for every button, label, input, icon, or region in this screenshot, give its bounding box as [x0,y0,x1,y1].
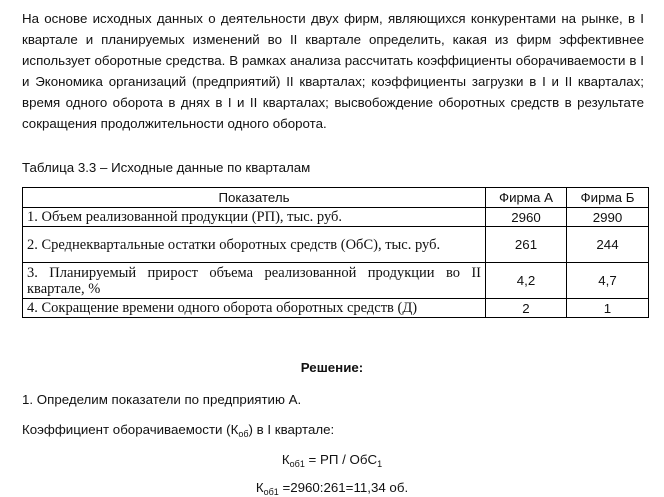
row-value-firm-b: 1 [567,299,649,318]
row-indicator: 4. Сокращение времени одного оборота оборотных средств (Д) [23,299,486,318]
header-firm-b: Фирма Б [567,188,649,208]
row-indicator: 3. Планируемый прирост объема реализованной продукции во II квартале, % [23,263,486,299]
row-value-firm-a: 2960 [486,208,567,227]
row-indicator: 2. Среднеквартальные остатки оборотных средств (ОбС), тыс. руб. [23,227,486,263]
row-value-firm-b: 2990 [567,208,649,227]
source-data-table [22,187,649,318]
formula-line: $К_{об1}$ = РП / ОбС$_1$ [281,452,383,469]
row-value-firm-b: 4,7 [567,263,649,299]
table-row [23,263,649,299]
row-indicator: 1. Объем реализованной продукции (РП), тыс. руб. [23,208,486,227]
row-value-firm-a: 2 [486,299,567,318]
table-caption: Таблица 3.3 – Исходные данные по кварталам [22,160,311,175]
row-value-firm-b: 244 [567,227,649,263]
row-value-firm-a: 261 [486,227,567,263]
turnover-coefficient-text: Коэффициент оборачиваемости $(К_{об})$ в I квартале: [22,422,335,439]
solution-step-1: 1. Определим показатели по предприятию А. [22,392,302,407]
header-firm-a: Фирма А [486,188,567,208]
solution-title: Решение: [300,360,364,375]
header-indicator: Показатель [23,188,486,208]
row-value-firm-a: 4,2 [486,263,567,299]
task-text: На основе исходных данных о деятельности двух фирм, являющихся конкурентами на рынке, в I квартале и планируемых изменений во II квартале определить, какая из фирм эффективнее использует оборотные средства. В рамках анализа рассчитать коэффициенты оборачиваемости в I и Экономика организаций (предприятий) II кварталах; коэффициенты загрузки в I и II кварталах; время одного оборота в днях в I и II кварталах; высвобождение оборотных средств в результате сокращения продолжительности одного оборота. [22,11,644,131]
table-row [23,208,649,227]
calculation-line: $К_{об1}$ =2960:261=11,34 об. [255,480,409,497]
table-row [23,299,649,318]
table-header-row [23,188,649,208]
table-row [23,227,649,263]
